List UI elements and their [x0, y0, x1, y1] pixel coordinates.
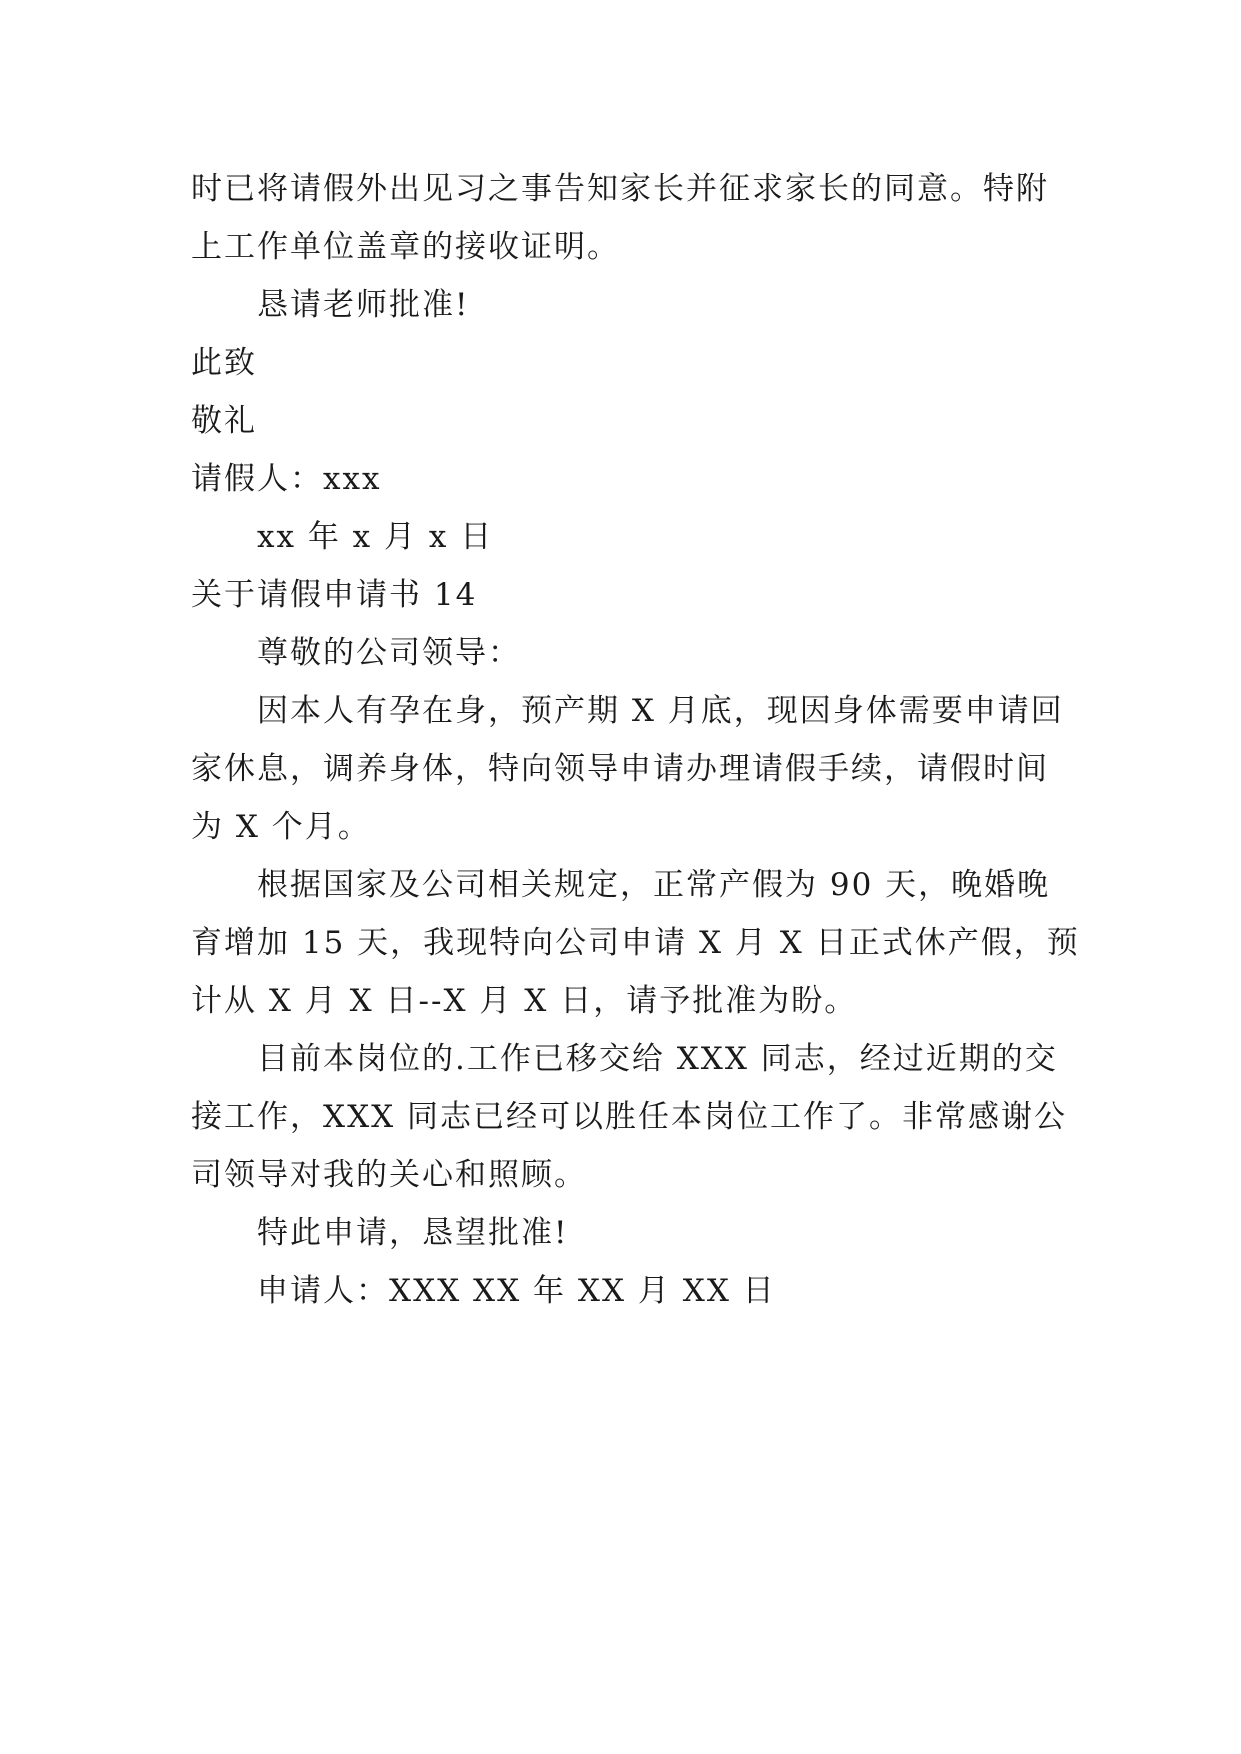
body-line: 计从 X 月 X 日--X 月 X 日，请予批准为盼。 — [191, 983, 858, 1019]
document-body — [191, 160, 1080, 1320]
body-line: 根据国家及公司相关规定，正常产假为 90 天，晚婚晚 — [257, 867, 1051, 903]
body-line: 为 X 个月。 — [191, 809, 371, 845]
signature-date: xx 年 x 月 x 日 — [257, 519, 494, 555]
body-line: 上工作单位盖章的接收证明。 — [191, 229, 620, 265]
body-line: 司领导对我的关心和照顾。 — [191, 1157, 587, 1193]
request-approval-line: 恳请老师批准! — [257, 287, 470, 323]
body-line: 因本人有孕在身，预产期 X 月底，现因身体需要申请回 — [257, 693, 1064, 729]
body-line: 家休息，调养身体，特向领导申请办理请假手续，请假时间 — [191, 751, 1049, 787]
section-title: 关于请假申请书 14 — [191, 577, 478, 613]
letter-greeting: 尊敬的公司领导： — [257, 635, 521, 671]
applicant-signature: 请假人：xxx — [191, 461, 382, 497]
body-line: 时已将请假外出见习之事告知家长并征求家长的同意。特附 — [191, 171, 1049, 207]
applicant-signature-date: 申请人：XXX XX 年 XX 月 XX 日 — [257, 1273, 776, 1309]
body-line: 接工作，XXX 同志已经可以胜任本岗位工作了。非常感谢公 — [191, 1099, 1068, 1135]
closing-request: 特此申请，恳望批准! — [257, 1215, 569, 1251]
body-line: 目前本岗位的.工作已移交给 XXX 同志，经过近期的交 — [257, 1041, 1058, 1077]
body-line: 育增加 15 天，我现特向公司申请 X 月 X 日正式休产假，预 — [191, 925, 1080, 961]
closing-salutation: 此致 — [191, 345, 257, 381]
closing-regards: 敬礼 — [191, 403, 257, 439]
